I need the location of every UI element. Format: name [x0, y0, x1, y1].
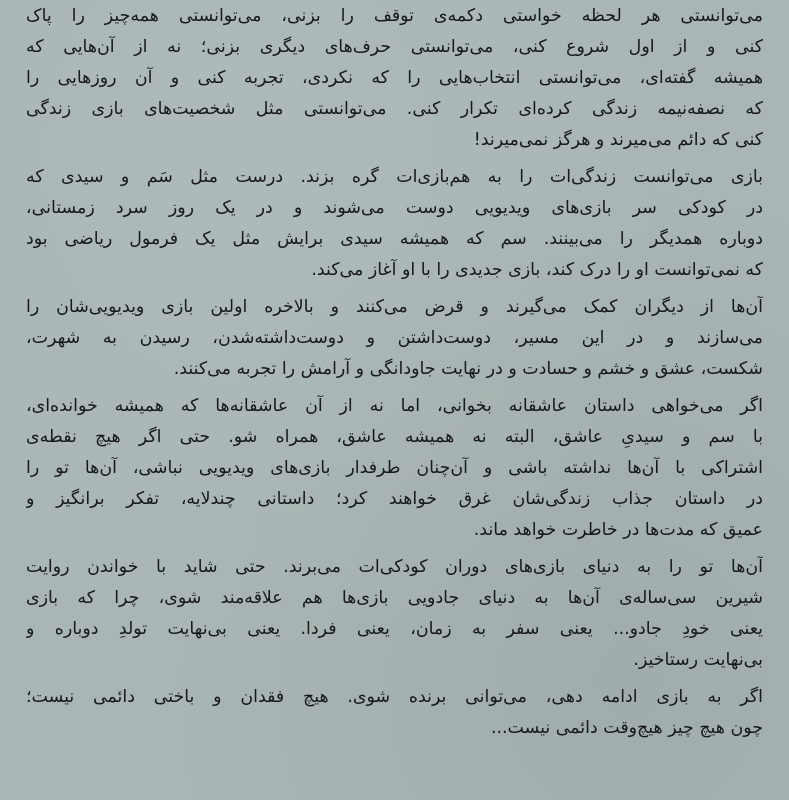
text-line: اشتراکی با آن‌ها نداشته باشی و آن‌چنان طرفدار بازی‌های ویدیویی نباشی، آن‌ها تو را	[26, 458, 763, 478]
paragraph-4	[26, 391, 763, 546]
text-line: کنی که دائم می‌میرند و هرگز نمی‌میرند!	[473, 130, 763, 150]
text-line: همیشه گفته‌ای، می‌توانستی انتخاب‌هایی را که نکردی، تجربه کنی و آن روزهایی را	[26, 68, 763, 88]
text-line: در کودکی سر بازی‌های ویدیویی دوست می‌شوند و در یک روز سرد زمستانی،	[26, 198, 763, 218]
text-line: دوباره همدیگر را می‌بینند. سم که همیشه سیدی برایش مثل یک فرمول ریاضی بود	[26, 229, 763, 249]
text-line: شکست، عشق و خشم و حسادت و در نهایت جاودانگی و آرامش را تجربه می‌کنند.	[173, 359, 763, 379]
text-line: اگر می‌خواهی داستان عاشقانه بخوانی، اما نه از آن عاشقانه‌ها که همیشه خوانده‌ای،	[26, 396, 763, 416]
text-line: می‌توانستی هر لحظه خواستی دکمه‌ی توقف را بزنی، می‌توانستی همه‌چیز را پاک	[26, 6, 763, 26]
text-line: یعنی خودِ جادو... یعنی سفر به زمان، یعنی فردا. یعنی بی‌نهایت تولدِ دوباره و	[26, 619, 763, 639]
text-line: اگر به بازی ادامه دهی، می‌توانی برنده شوی. هیچ فقدان و باختی دائمی نیست؛	[26, 687, 763, 707]
text-line: آن‌ها از دیگران کمک می‌گیرند و قرض می‌کنند و بالاخره اولین بازی ویدیویی‌شان را	[26, 297, 763, 317]
text-line: با سم و سیدیِ عاشق، البته نه همیشه عاشق، همراه شو. حتی اگر هیچ نقطه‌ی	[26, 427, 763, 447]
text-line: شیرین سی‌ساله‌ی آن‌ها به دنیای جادویی بازی‌ها هم علاقه‌مند شوی، چرا که بازی	[26, 588, 763, 608]
paragraph-3	[26, 292, 763, 385]
text-line: که نمی‌توانست او را درک کند، بازی جدیدی را با او آغاز می‌کند.	[311, 260, 763, 280]
text-line: بازی می‌توانست زندگی‌ات را به هم‌بازی‌ات گره بزند. درست مثل سَم و سیدی که	[26, 167, 763, 187]
text-line: چون هیچ چیز هیچ‌وقت دائمی نیست...	[490, 718, 763, 738]
text-line: عمیق که مدت‌ها در خاطرت خواهد ماند.	[473, 520, 763, 540]
text-line: که نصفه‌نیمه زندگی کرده‌ای تکرار کنی. می‌توانستی مثل شخصیت‌های بازی زندگی	[26, 99, 763, 119]
text-line: در داستان جذاب زندگی‌شان غرق خواهند کرد؛ داستانی چندلایه، تفکر برانگیز و	[26, 489, 763, 509]
text-line: می‌سازند و در این مسیر، دوست‌داشتن و دوست‌داشته‌شدن، رسیدن به شهرت،	[26, 328, 763, 348]
paragraph-1	[26, 1, 763, 156]
paragraph-2	[26, 162, 763, 286]
paragraph-6	[26, 682, 763, 744]
paragraph-5	[26, 552, 763, 676]
text-line: کنی و از اول شروع کنی، می‌توانستی حرف‌های دیگری بزنی؛ نه از آن‌هایی که	[26, 37, 763, 57]
text-line: بی‌نهایت رستاخیز.	[633, 650, 763, 670]
text-line: آن‌ها تو را به دنیای بازی‌های دوران کودکی‌ات می‌برند. حتی شاید با خواندن روایت	[26, 557, 763, 577]
